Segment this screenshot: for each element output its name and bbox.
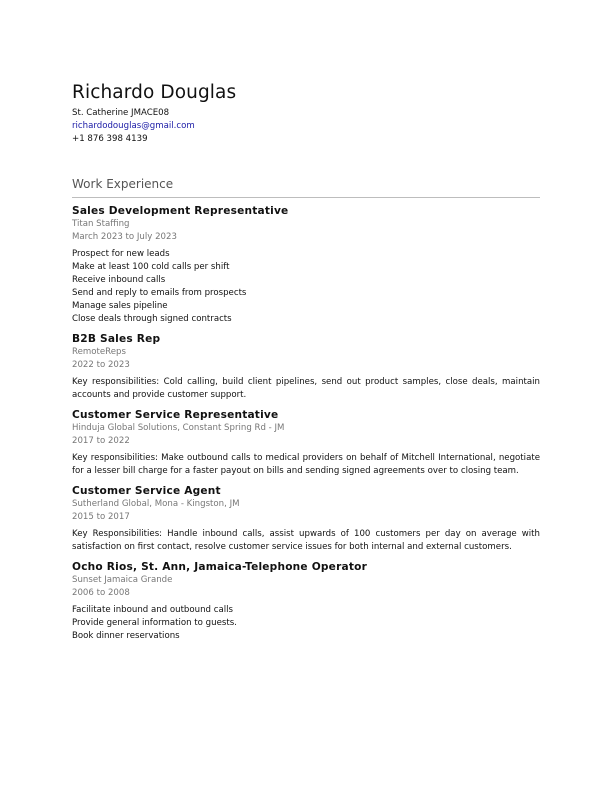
job-duty: Send and reply to emails from prospects (72, 287, 247, 298)
job-title: Sales Development Representative (72, 204, 289, 217)
candidate-name: Richardo Douglas (72, 82, 237, 103)
job-duties-list (72, 604, 540, 643)
job-title: Ocho Rios, St. Ann, Jamaica-Telephone Operator (72, 560, 368, 573)
job-company: Sunset Jamaica Grande (72, 574, 173, 585)
job-dates: 2015 to 2017 (72, 511, 130, 522)
contact-block (72, 107, 540, 147)
job-duties-list (72, 248, 540, 326)
job-duty: Facilitate inbound and outbound calls (72, 604, 233, 615)
job-duty: Provide general information to guests. (72, 617, 237, 628)
phone: +1 876 398 4139 (72, 134, 148, 145)
job-dates: March 2023 to July 2023 (72, 231, 177, 242)
email-link[interactable]: richardodouglas@gmail.com (72, 121, 195, 132)
job-duty: Manage sales pipeline (72, 300, 168, 311)
job-company: Hinduja Global Solutions, Constant Spring Rd - JM (72, 422, 285, 433)
job-title: B2B Sales Rep (72, 332, 161, 345)
job-duty: Receive inbound calls (72, 274, 166, 285)
job-title: Customer Service Representative (72, 408, 279, 421)
job-duty: Book dinner reservations (72, 630, 180, 641)
job-description: Key Responsibilities: Handle inbound calls, assist upwards of 100 customers per day on average with satisfaction on first contact, resolve customer service issues for both internal and external customers. (72, 528, 540, 552)
section-title-work-experience: Work Experience (72, 176, 540, 198)
job-entry (72, 561, 540, 643)
job-duty: Make at least 100 cold calls per shift (72, 261, 230, 272)
job-company: RemoteReps (72, 346, 126, 357)
resume-page (72, 80, 540, 643)
job-description: Key responsibilities: Cold calling, build client pipelines, send out product samples, close deals, maintain accounts and provide customer support. (72, 376, 540, 400)
job-company: Titan Staffing (72, 218, 130, 229)
job-entry (72, 333, 540, 402)
job-entry (72, 409, 540, 478)
address: St. Catherine JMACE08 (72, 108, 170, 118)
job-title: Customer Service Agent (72, 484, 221, 497)
job-entry (72, 485, 540, 554)
job-company: Sutherland Global, Mona - Kingston, JM (72, 498, 240, 509)
job-duty: Prospect for new leads (72, 248, 170, 259)
job-entry (72, 205, 540, 326)
job-dates: 2022 to 2023 (72, 359, 130, 370)
job-description: Key responsibilities: Make outbound calls to medical providers on behalf of Mitchell International, negotiate for a lesser bill charge for a faster payout on bills and sending signed agreements over to closing team. (72, 452, 540, 476)
job-dates: 2006 to 2008 (72, 587, 130, 598)
job-dates: 2017 to 2022 (72, 435, 130, 446)
job-duty: Close deals through signed contracts (72, 313, 232, 324)
